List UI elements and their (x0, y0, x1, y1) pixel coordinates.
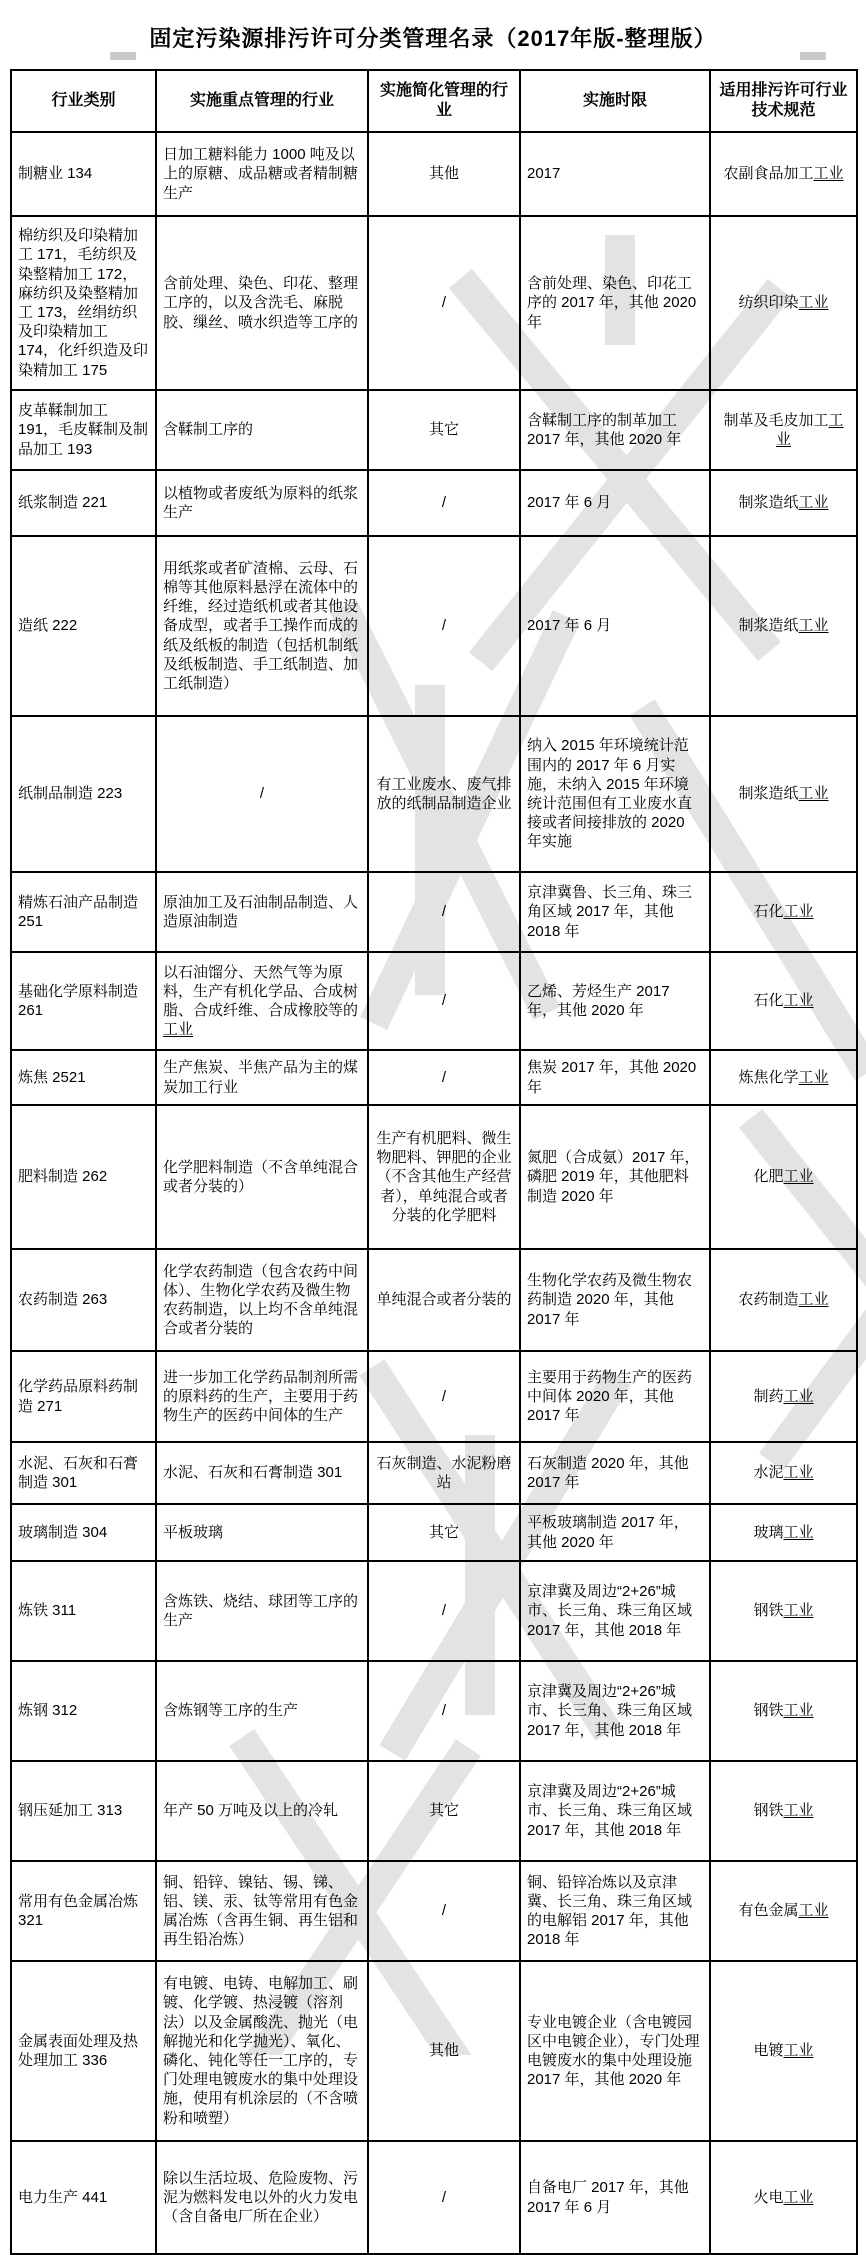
industry-category-cell: 炼焦 2521 (11, 1050, 156, 1105)
simplified-management-cell: / (368, 1050, 520, 1105)
tech-spec-cell: 有色金属工业 (710, 1861, 857, 1961)
deadline-cell: 含前处理、染色、印花工序的 2017 年，其他 2020 年 (520, 216, 710, 390)
tech-spec-cell: 钢铁工业 (710, 1761, 857, 1861)
industry-category-cell: 纸制品制造 223 (11, 716, 156, 872)
underlined-keyword: 工业 (798, 494, 829, 512)
tech-spec-cell: 钢铁工业 (710, 1661, 857, 1761)
simplified-management-cell: 单纯混合或者分装的 (368, 1249, 520, 1351)
simplified-management-cell: 其他 (368, 132, 520, 216)
underlined-keyword: 工业 (798, 1902, 829, 1920)
deadline-cell: 京津冀及周边“2+26”城市、长三角、珠三角区域 2017 年，其他 2018 年 (520, 1661, 710, 1761)
simplified-management-cell: 其它 (368, 1504, 520, 1561)
table-row (11, 1761, 857, 1861)
table-header (11, 70, 857, 132)
underlined-keyword: 工业 (783, 2188, 814, 2206)
industry-category-cell: 玻璃制造 304 (11, 1504, 156, 1561)
table-row (11, 716, 857, 872)
key-management-cell: 含炼铁、烧结、球团等工序的生产 (156, 1561, 368, 1661)
deadline-cell: 平板玻璃制造 2017 年，其他 2020 年 (520, 1504, 710, 1561)
key-management-cell: 用纸浆或者矿渣棉、云母、石棉等其他原料悬浮在流体中的纤维，经过造纸机或者其他设备成型，或者手工操作而成的纸及纸板的制造（包括机制纸及纸板制造、手工纸制造、加工纸制造） (156, 536, 368, 716)
key-management-cell: 日加工糖料能力 1000 吨及以上的原糖、成品糖或者精制糖生产 (156, 132, 368, 216)
simplified-management-cell: 其它 (368, 1761, 520, 1861)
industry-category-cell: 常用有色金属冶炼 321 (11, 1861, 156, 1961)
simplified-management-cell: / (368, 1351, 520, 1442)
key-management-cell: 生产焦炭、半焦产品为主的煤炭加工行业 (156, 1050, 368, 1105)
simplified-management-cell: / (368, 952, 520, 1050)
underlined-keyword: 工业 (783, 1387, 814, 1405)
key-management-cell: 平板玻璃 (156, 1504, 368, 1561)
table-row (11, 1351, 857, 1442)
table-row (11, 1861, 857, 1961)
underlined-keyword: 工业 (783, 1802, 814, 1820)
tech-spec-cell: 石化工业 (710, 872, 857, 952)
table-row (11, 1050, 857, 1105)
industry-category-cell: 精炼石油产品制造 251 (11, 872, 156, 952)
header-row (11, 70, 857, 132)
key-management-cell: 含前处理、染色、印花、整理工序的，以及含洗毛、麻脱胶、缫丝、喷水织造等工序的 (156, 216, 368, 390)
table-body (11, 132, 857, 2254)
key-management-cell: 以石油馏分、天然气等为原料，生产有机化学品、合成树脂、合成纤维、合成橡胶等的工业 (156, 952, 368, 1050)
underlined-keyword: 工业 (783, 1464, 814, 1482)
table-row (11, 1961, 857, 2141)
industry-category-cell: 电力生产 441 (11, 2141, 156, 2254)
tech-spec-cell: 农药制造工业 (710, 1249, 857, 1351)
underlined-keyword: 工业 (783, 903, 814, 921)
industry-category-cell: 化学药品原料药制造 271 (11, 1351, 156, 1442)
simplified-management-cell: / (368, 1861, 520, 1961)
industry-category-cell: 钢压延加工 313 (11, 1761, 156, 1861)
key-management-cell: 年产 50 万吨及以上的冷轧 (156, 1761, 368, 1861)
key-management-cell: 化学农药制造（包含农药中间体）、生物化学农药及微生物农药制造，以上均不含单纯混合或者分装的 (156, 1249, 368, 1351)
underlined-keyword: 工业 (798, 1068, 829, 1086)
simplified-management-cell: / (368, 2141, 520, 2254)
simplified-management-cell: 有工业废水、废气排放的纸制品制造企业 (368, 716, 520, 872)
column-header-key-management: 实施重点管理的行业 (156, 70, 368, 132)
deadline-cell: 石灰制造 2020 年，其他 2017 年 (520, 1442, 710, 1504)
tech-spec-cell: 化肥工业 (710, 1105, 857, 1249)
column-header-industry-category: 行业类别 (11, 70, 156, 132)
deadline-cell: 氮肥（合成氨）2017 年，磷肥 2019 年，其他肥料制造 2020 年 (520, 1105, 710, 1249)
column-header-simplified-management: 实施简化管理的行业 (368, 70, 520, 132)
deadline-cell: 生物化学农药及微生物农药制造 2020 年，其他 2017 年 (520, 1249, 710, 1351)
classification-directory-table (10, 69, 858, 2255)
tech-spec-cell: 制浆造纸工业 (710, 470, 857, 536)
deadline-cell: 2017 年 6 月 (520, 536, 710, 716)
column-header-deadline: 实施时限 (520, 70, 710, 132)
industry-category-cell: 炼钢 312 (11, 1661, 156, 1761)
tech-spec-cell: 钢铁工业 (710, 1561, 857, 1661)
key-management-cell: 进一步加工化学药品制剂所需的原料药的生产，主要用于药物生产的医药中间体的生产 (156, 1351, 368, 1442)
industry-category-cell: 金属表面处理及热处理加工 336 (11, 1961, 156, 2141)
underlined-keyword: 工业 (783, 992, 814, 1010)
simplified-management-cell: 生产有机肥料、微生物肥料、钾肥的企业（不含其他生产经营者），单纯混合或者分装的化学肥料 (368, 1105, 520, 1249)
table-row (11, 1661, 857, 1761)
underlined-keyword: 工业 (783, 1602, 814, 1620)
deadline-cell: 纳入 2015 年环境统计范围内的 2017 年 6 月实施，未纳入 2015 年环境统计范围但有工业废水直接或者间接排放的 2020 年实施 (520, 716, 710, 872)
tech-spec-cell: 制革及毛皮加工工业 (710, 390, 857, 470)
underlined-keyword: 工业 (798, 294, 829, 312)
table-row (11, 1504, 857, 1561)
key-management-cell: 除以生活垃圾、危险废物、污泥为燃料发电以外的火力发电（含自备电厂所在企业） (156, 2141, 368, 2254)
deadline-cell: 含鞣制工序的制革加工 2017 年，其他 2020 年 (520, 390, 710, 470)
deadline-cell: 主要用于药物生产的医药中间体 2020 年，其他 2017 年 (520, 1351, 710, 1442)
tech-spec-cell: 玻璃工业 (710, 1504, 857, 1561)
underlined-keyword: 工业 (813, 165, 844, 183)
tech-spec-cell: 电镀工业 (710, 1961, 857, 2141)
key-management-cell: 铜、铅锌、镍钴、锡、锑、铝、镁、汞、钛等常用有色金属冶炼（含再生铜、再生铝和再生铅冶炼） (156, 1861, 368, 1961)
simplified-management-cell: / (368, 1561, 520, 1661)
deadline-cell: 2017 (520, 132, 710, 216)
underlined-keyword: 工业 (798, 785, 829, 803)
table-row (11, 536, 857, 716)
deadline-cell: 京津冀及周边“2+26”城市、长三角、珠三角区域 2017 年，其他 2018 年 (520, 1561, 710, 1661)
key-management-cell: 原油加工及石油制品制造、人造原油制造 (156, 872, 368, 952)
simplified-management-cell: 其他 (368, 1961, 520, 2141)
deadline-cell: 乙烯、芳烃生产 2017 年，其他 2020 年 (520, 952, 710, 1050)
underlined-keyword: 工业 (783, 1702, 814, 1720)
underlined-keyword: 工业 (798, 617, 829, 635)
simplified-management-cell: / (368, 536, 520, 716)
table-row (11, 1105, 857, 1249)
table-row (11, 2141, 857, 2254)
industry-category-cell: 造纸 222 (11, 536, 156, 716)
tech-spec-cell: 石化工业 (710, 952, 857, 1050)
underlined-keyword: 工业 (783, 1168, 814, 1186)
underlined-keyword: 工业 (798, 1291, 829, 1309)
tech-spec-cell: 火电工业 (710, 2141, 857, 2254)
industry-category-cell: 农药制造 263 (11, 1249, 156, 1351)
tech-spec-cell: 制药工业 (710, 1351, 857, 1442)
industry-category-cell: 基础化学原料制造 261 (11, 952, 156, 1050)
deadline-cell: 2017 年 6 月 (520, 470, 710, 536)
key-management-cell: 水泥、石灰和石膏制造 301 (156, 1442, 368, 1504)
table-row (11, 216, 857, 390)
industry-category-cell: 肥料制造 262 (11, 1105, 156, 1249)
tech-spec-cell: 炼焦化学工业 (710, 1050, 857, 1105)
underlined-keyword: 工业 (783, 2042, 814, 2060)
deadline-cell: 铜、铅锌冶炼以及京津冀、长三角、珠三角区域的电解铝 2017 年，其他 2018 年 (520, 1861, 710, 1961)
simplified-management-cell: / (368, 1661, 520, 1761)
key-management-cell: 有电镀、电铸、电解加工、刷镀、化学镀、热浸镀（溶剂法）以及金属酸洗、抛光（电解抛光和化学抛光）、氧化、磷化、钝化等任一工序的，专门处理电镀废水的集中处理设施，使用有机涂层的（不含喷粉和喷塑） (156, 1961, 368, 2141)
key-management-cell: / (156, 716, 368, 872)
table-row (11, 1442, 857, 1504)
table-row (11, 1561, 857, 1661)
underlined-keyword: 工业 (775, 411, 844, 448)
tech-spec-cell: 纺织印染工业 (710, 216, 857, 390)
deadline-cell: 专业电镀企业（含电镀园区中电镀企业），专门处理电镀废水的集中处理设施 2017 年，其他 2020 年 (520, 1961, 710, 2141)
simplified-management-cell: 其它 (368, 390, 520, 470)
simplified-management-cell: / (368, 872, 520, 952)
industry-category-cell: 水泥、石灰和石膏制造 301 (11, 1442, 156, 1504)
industry-category-cell: 炼铁 311 (11, 1561, 156, 1661)
tech-spec-cell: 制浆造纸工业 (710, 716, 857, 872)
column-header-tech-spec: 适用排污许可行业技术规范 (710, 70, 857, 132)
industry-category-cell: 皮革鞣制加工 191，毛皮鞣制及制品加工 193 (11, 390, 156, 470)
table-row (11, 390, 857, 470)
table-row (11, 470, 857, 536)
simplified-management-cell: / (368, 470, 520, 536)
page-title: 固定污染源排污许可分类管理名录（2017年版-整理版） (149, 26, 717, 51)
key-management-cell: 以植物或者废纸为原料的纸浆生产 (156, 470, 368, 536)
table-row (11, 132, 857, 216)
table-row (11, 1249, 857, 1351)
simplified-management-cell: 石灰制造、水泥粉磨站 (368, 1442, 520, 1504)
table-row (11, 872, 857, 952)
tech-spec-cell: 农副食品加工工业 (710, 132, 857, 216)
deadline-cell: 自备电厂 2017 年，其他 2017 年 6 月 (520, 2141, 710, 2254)
tech-spec-cell: 水泥工业 (710, 1442, 857, 1504)
underlined-keyword: 工业 (163, 1021, 194, 1039)
industry-category-cell: 制糖业 134 (11, 132, 156, 216)
key-management-cell: 含鞣制工序的 (156, 390, 368, 470)
table-row (11, 952, 857, 1050)
key-management-cell: 化学肥料制造（不含单纯混合或者分装的） (156, 1105, 368, 1249)
industry-category-cell: 棉纺织及印染精加工 171，毛纺织及染整精加工 172，麻纺织及染整精加工 173，丝绢纺织及印染精加工 174，化纤织造及印染精加工 175 (11, 216, 156, 390)
deadline-cell: 京津冀鲁、长三角、珠三角区域 2017 年，其他 2018 年 (520, 872, 710, 952)
simplified-management-cell: / (368, 216, 520, 390)
key-management-cell: 含炼钢等工序的生产 (156, 1661, 368, 1761)
tech-spec-cell: 制浆造纸工业 (710, 536, 857, 716)
deadline-cell: 京津冀及周边“2+26”城市、长三角、珠三角区域 2017 年，其他 2018 年 (520, 1761, 710, 1861)
industry-category-cell: 纸浆制造 221 (11, 470, 156, 536)
underlined-keyword: 工业 (783, 1523, 814, 1541)
deadline-cell: 焦炭 2017 年，其他 2020 年 (520, 1050, 710, 1105)
